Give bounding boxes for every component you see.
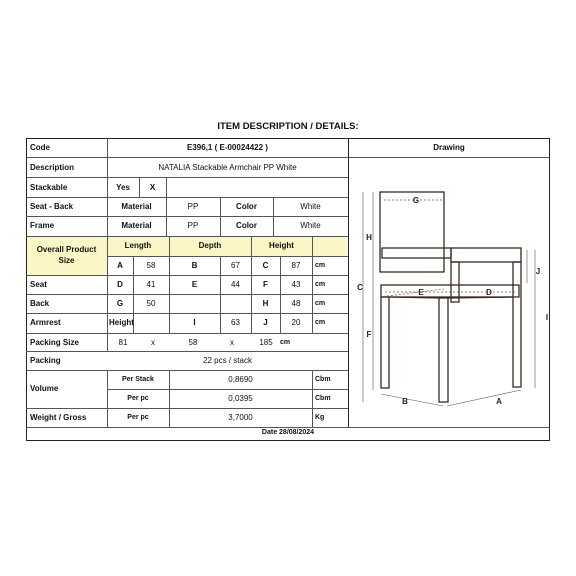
drawing-letter-d: D [486,288,492,297]
packing-size-label: Packing Size [30,338,79,347]
frame-color: White [300,221,321,230]
letter-c: C [262,261,269,270]
height-label: Height [269,241,294,250]
seat-back-color: White [300,202,321,211]
weight-label: Weight / Gross [30,413,87,422]
stackable-yes: Yes [116,183,130,192]
volume-per-stack-unit: Cbm [315,376,331,383]
value-a: 58 [146,261,156,270]
overall-label-line1: Overall Product [36,245,97,254]
chair-leg-back-left [381,297,389,388]
armrest-height-label: Height [109,318,134,327]
volume-per-pc-unit: Cbm [315,395,331,402]
frame-material-label: Material [121,221,152,230]
value-h: 48 [291,299,301,308]
stackable-label: Stackable [30,183,68,192]
letter-d: D [117,280,123,289]
value-c: 87 [291,261,301,270]
armrest-label: Armrest [30,318,61,327]
seat-back-material: PP [187,202,199,211]
drawing-letter-h: H [366,233,372,242]
code-label: Code [30,143,50,152]
value-b: 67 [231,261,240,270]
description-label: Description [30,163,75,172]
frame-label: Frame [30,221,55,230]
volume-per-pc-label: Per pc [127,395,149,402]
chair-armrest-right [451,248,521,262]
back-unit: cm [315,300,326,307]
stackable-mark: X [149,183,156,192]
armrest-unit: cm [315,319,326,326]
code-value: E396,1 ( E-00024422 ) [187,143,268,152]
frame-material: PP [187,221,199,230]
value-d: 41 [146,280,156,289]
volume-per-stack: 0,8690 [228,375,253,384]
length-label: Length [124,241,152,250]
seat-label: Seat [30,280,47,289]
chair-arm-post [451,262,459,302]
dim-a-line [447,390,521,406]
document-date: Date 28/08/2024 [261,429,315,436]
weight-unit: Kg [315,414,325,421]
drawing-letter-i: I [545,313,549,322]
letter-i: I [193,318,196,327]
drawing-letter-a: A [496,397,502,406]
packing-size-x1: x [151,338,155,347]
drawing-letter-g: G [412,196,420,205]
seat-back-label: Seat - Back [30,202,74,211]
weight-value: 3,7000 [228,413,253,422]
chair-drawing [349,158,549,426]
packing-value: 22 pcs / stack [203,356,252,365]
packing-size-v3: 185 [259,338,273,347]
packing-label: Packing [30,356,61,365]
drawing-letter-e: E [418,288,424,297]
frame-color-label: Color [236,221,257,230]
drawing-letter-j: J [535,267,541,276]
chair-leg-front-right [513,262,521,387]
letter-g: G [116,299,124,308]
value-i: 63 [231,318,240,327]
weight-per-pc-label: Per pc [127,414,149,421]
volume-per-pc: 0,0395 [228,394,253,403]
seat-back-color-label: Color [236,202,257,211]
letter-a: A [117,261,123,270]
drawing-letter-c: C [357,283,363,292]
drawing-label: Drawing [433,143,465,152]
chair-leg-front-left [439,298,448,402]
letter-b: B [191,261,198,270]
seat-unit: cm [315,281,326,288]
drawing-letter-f: F [366,330,372,339]
value-g: 50 [146,299,156,308]
chair-armrest-left [382,248,451,258]
dim-b-line [381,394,443,406]
letter-f: F [263,280,268,289]
packing-size-v2: 58 [188,338,198,347]
depth-label: Depth [198,241,222,250]
overall-unit: cm [315,262,326,269]
overall-label-line2: Size [58,256,75,265]
letter-h: H [262,299,269,308]
page-title: ITEM DESCRIPTION / DETAILS: [217,121,359,132]
volume-label: Volume [30,384,59,393]
value-j: 20 [291,318,301,327]
back-label: Back [30,299,50,308]
value-e: 44 [231,280,240,289]
chair-seat [381,285,519,297]
value-f: 43 [291,280,301,289]
description-value: NATALIA Stackable Armchair PP White [158,163,297,172]
seat-back-material-label: Material [121,202,152,211]
packing-size-unit: cm [280,339,291,346]
packing-size-x2: x [230,338,234,347]
packing-size-v1: 81 [118,338,128,347]
drawing-letter-b: B [402,397,408,406]
volume-per-stack-label: Per Stack [122,376,154,383]
letter-e: E [191,280,198,289]
letter-j: J [263,318,268,327]
